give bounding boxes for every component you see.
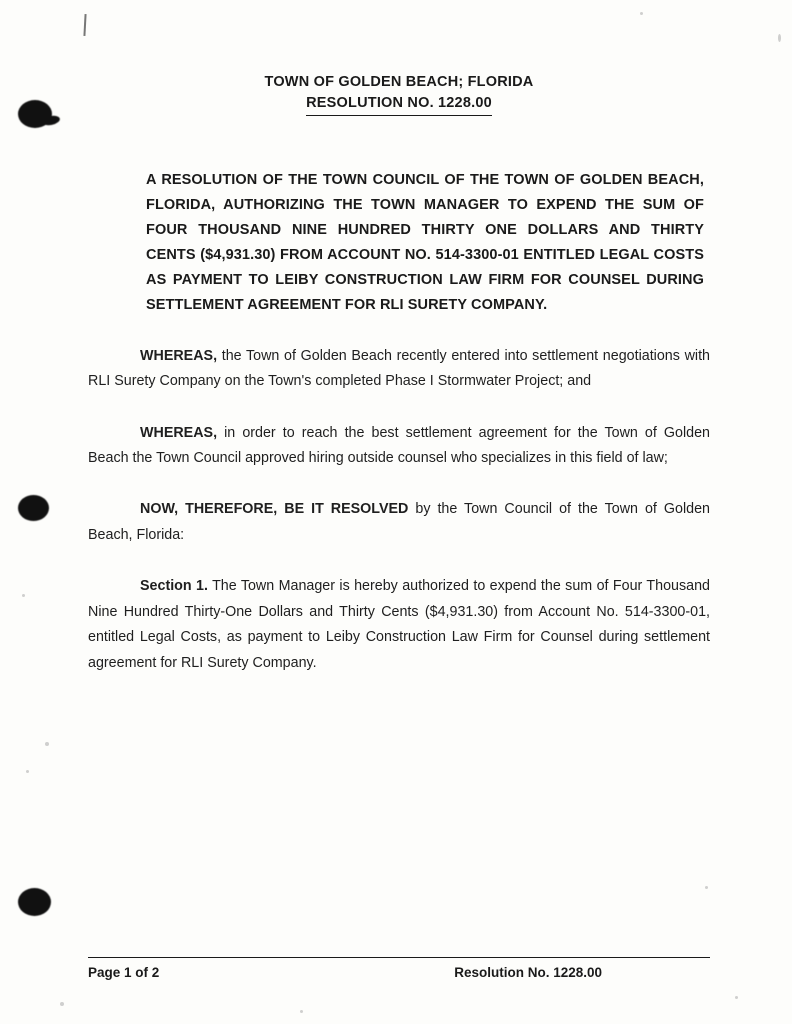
paragraph-whereas-2	[88, 421, 710, 472]
page-title	[88, 72, 710, 116]
hole-punch-mark-bottom	[18, 888, 51, 916]
scan-speck	[735, 996, 738, 999]
paragraph-lead: WHEREAS,	[140, 347, 218, 364]
scan-speck	[60, 1002, 64, 1006]
hole-punch-mark-middle	[18, 495, 49, 521]
paragraph-lead: Section 1.	[140, 578, 208, 595]
paragraph-text: by the Town Council of the Town of Golden Beach, Florida:	[88, 501, 710, 543]
paragraph-section-1	[88, 574, 710, 676]
resolution-preamble: A RESOLUTION OF THE TOWN COUNCIL OF THE TOWN OF GOLDEN BEACH, FLORIDA, AUTHORIZING THE TOWN MANAGER TO EXPEND THE SUM OF FOUR THOUSAND NINE HUNDRED THIRTY ONE DOLLARS AND THIRTY CENTS ($4,931.30) FROM ACCOUNT NO. 514-3300-01 ENTITLED LEGAL COSTS AS PAYMENT TO LEIBY CONSTRUCTION LAW FIRM FOR COUNSEL DURING SETTLEMENT AGREEMENT FOR RLI SURETY COMPANY.	[146, 172, 704, 313]
title-line-town: TOWN OF GOLDEN BEACH; FLORIDA	[264, 74, 534, 90]
title-line-resolution: RESOLUTION NO. 1228.00	[306, 93, 492, 116]
scan-speck	[300, 1010, 303, 1013]
scan-speck	[778, 34, 781, 42]
footer-resolution-number: Resolution No. 1228.00	[454, 965, 602, 980]
paragraph-now-therefore	[88, 497, 710, 548]
page-footer	[88, 957, 710, 980]
paragraph-text: The Town Manager is hereby authorized to expend the sum of Four Thousand Nine Hundred Thirty-One Dollars and Thirty Cents ($4,931.30) from Account No. 514-3300-01, entitled Legal Costs, as payment to Leiby Construction Law Firm for Counsel during settlement agreement for RLI Surety Company.	[88, 578, 710, 671]
paragraph-lead: NOW, THEREFORE, BE IT RESOLVED	[140, 501, 409, 518]
scan-speck	[22, 594, 25, 597]
paragraph-text: the Town of Golden Beach recently entered into settlement negotiations with RLI Surety Company on the Town's completed Phase I Stormwater Project; and	[88, 347, 710, 390]
document-body	[88, 72, 710, 690]
scan-speck	[45, 742, 49, 746]
paragraph-whereas-1	[88, 344, 710, 395]
scan-speck	[26, 770, 29, 773]
footer-divider	[88, 957, 710, 958]
scan-speck	[640, 12, 643, 15]
paragraph-lead: WHEREAS,	[140, 424, 218, 441]
hole-punch-mark-top	[18, 100, 52, 128]
scan-speck	[705, 886, 708, 889]
footer-page-number: Page 1 of 2	[88, 965, 160, 980]
scan-tick-mark	[83, 14, 86, 36]
paragraph-text: in order to reach the best settlement agreement for the Town of Golden Beach the Town Council approved hiring outside counsel who specializes in this field of law;	[88, 424, 710, 466]
